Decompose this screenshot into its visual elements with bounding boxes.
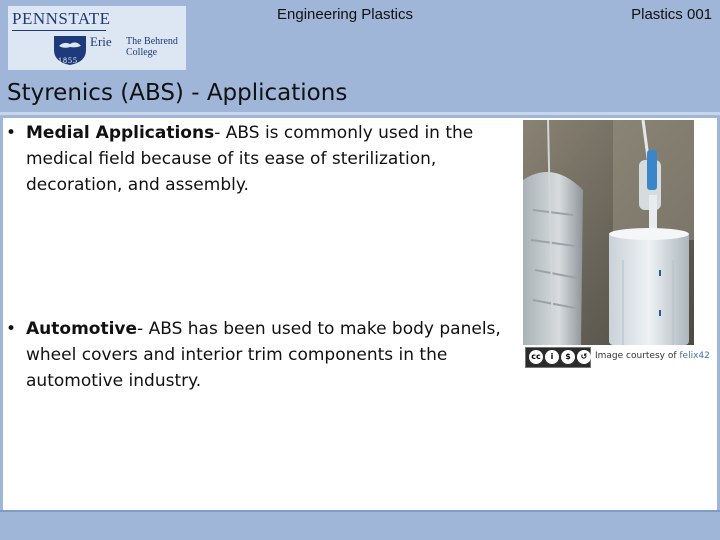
bullet-marker: • — [6, 319, 17, 339]
bullet-text — [26, 120, 521, 198]
footer-band — [0, 512, 720, 540]
logo-college-line2: College — [126, 47, 158, 58]
bullet-body: - ABS is commonly used in the medical field because of its ease of sterilization, decoration, and assembly. — [26, 123, 474, 195]
iv-drip-image — [523, 120, 694, 345]
bullet-medical — [6, 120, 521, 198]
image-credit — [525, 347, 715, 369]
logo-rule — [12, 30, 106, 31]
bullet-body: - ABS has been used to make body panels, wheel covers and interior trim components in the automotive industry. — [26, 319, 501, 391]
slide-title: Styrenics (ABS) - Applications — [7, 80, 348, 106]
bullet-lead: Medial Applications — [26, 123, 215, 143]
creative-commons-badge[interactable] — [525, 347, 591, 368]
credit-prefix: Image courtesy of — [595, 351, 680, 361]
course-title: Engineering Plastics — [277, 6, 413, 23]
by-icon: i — [545, 350, 559, 364]
course-code: Plastics 001 — [631, 6, 712, 23]
credit-author-link[interactable]: felix42 — [679, 351, 710, 361]
cc-icon: cc — [529, 350, 543, 364]
penn-state-behrend-logo — [8, 6, 186, 70]
bullet-lead: Automotive — [26, 319, 138, 339]
logo-wordmark: PENNSTATE — [12, 9, 111, 28]
left-border — [0, 118, 3, 512]
nc-icon: $ — [561, 350, 575, 364]
logo-college-line1: The Behrend — [126, 36, 178, 47]
bullet-automotive — [6, 316, 521, 394]
logo-campus: Erie — [90, 34, 112, 49]
logo-year: 1855 — [58, 56, 78, 65]
bullet-text — [26, 316, 521, 394]
iv-drip-photo — [523, 120, 694, 345]
bullet-marker: • — [6, 123, 17, 143]
logo-college — [126, 36, 188, 58]
header-divider — [0, 112, 720, 115]
sa-icon: ↺ — [577, 350, 591, 364]
credit-text — [595, 351, 710, 361]
